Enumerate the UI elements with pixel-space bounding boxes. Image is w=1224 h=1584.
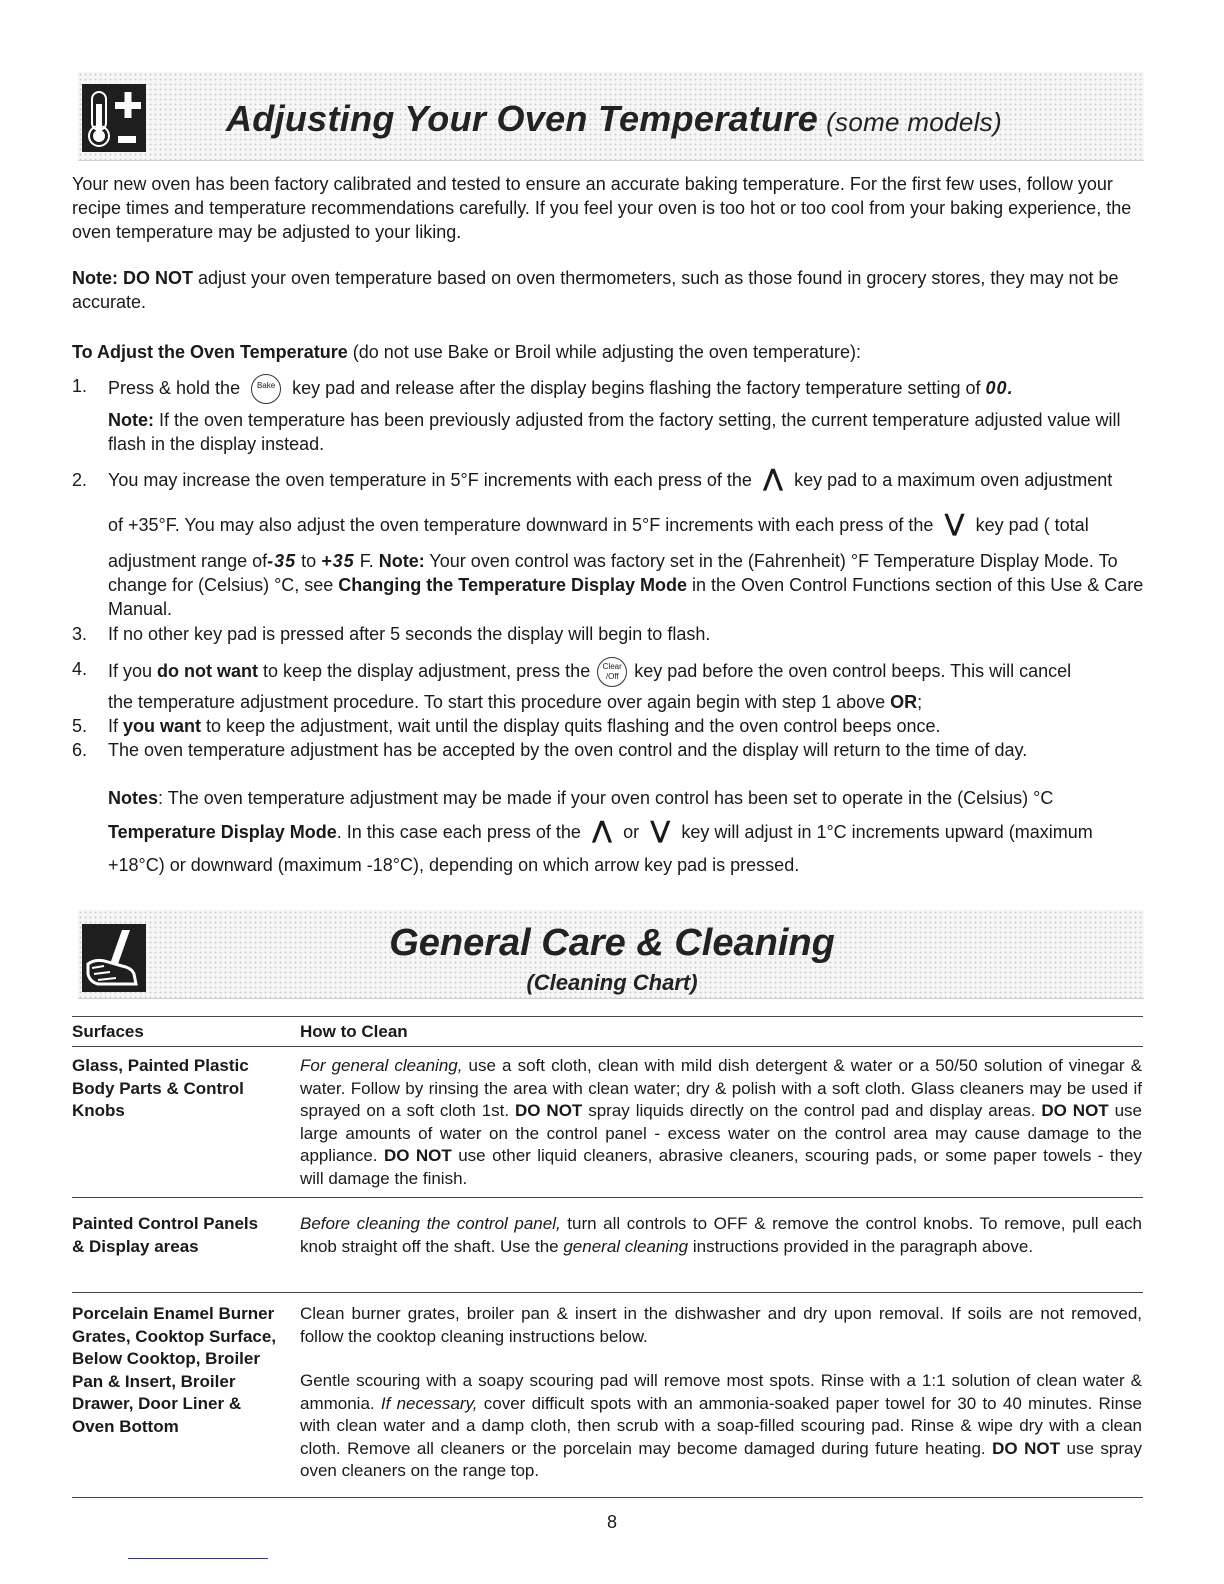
row-text: use other liquid cleaners, abrasive cleaners, scouring pads, or some paper towels - they will damage the finish. — [300, 1146, 1142, 1188]
step-text: If no other key pad is pressed after 5 seconds the display will begin to flash. — [108, 624, 711, 644]
intro-paragraph: Your new oven has been factory calibrated and tested to ensure an accurate baking temperature. For the first few uses, follow your recipe times and temperature recommendations carefully. If you feel your oven is too hot or too cool from your baking experience, the oven temperature may be adjusted to your liking. — [72, 174, 1132, 242]
notes-block-cont — [72, 817, 1144, 844]
step-number: 3. — [72, 624, 88, 644]
step-number: 2. — [72, 470, 88, 490]
notes-block — [72, 786, 1144, 810]
row-text: Clean burner grates, broiler pan & insert in the dishwasher and dry upon removal. If soils are not removed, follow the cooktop cleaning instructions below. — [300, 1304, 1142, 1346]
step-6 — [72, 738, 1144, 762]
table-rule — [72, 1046, 1143, 1047]
row-how-to-clean — [300, 1303, 1142, 1483]
notes-bold: Temperature Display Mode — [108, 822, 337, 842]
down-arrow-icon: ⋁ — [944, 510, 965, 537]
display-readout: -35 — [267, 551, 297, 571]
row-how-to-clean — [300, 1055, 1142, 1190]
up-arrow-icon: ⋀ — [762, 465, 784, 492]
row-text: spray liquids directly on the control pad and display areas. — [582, 1101, 1042, 1120]
step-2-cont-2 — [72, 549, 1144, 621]
adjust-heading-rest: (do not use Bake or Broil while adjusting the oven temperature): — [347, 342, 861, 362]
notes-label: Notes — [108, 788, 159, 808]
note-text: If the oven temperature has been previously adjusted from the factory setting, the current temperature adjusted value will flash in the display instead. — [108, 410, 1121, 454]
table-rule — [72, 1016, 1143, 1017]
step-number: 6. — [72, 740, 88, 760]
step-number: 1. — [72, 376, 88, 396]
row-text: cover difficult spots with an ammonia-soaked paper towel for 30 to 40 minutes. Rinse with clean water and a damp cloth, then scrub with a soap-filled scouring pad. Rinse & wipe dry with a clean cloth. Remove all cleaners or the porcelain may become damaged during future heating. — [300, 1393, 1142, 1458]
emphasis: Before cleaning the control panel, — [300, 1214, 561, 1233]
row-text: use a soft cloth, clean with mild dish detergent & water or a 50/50 solution of vinegar & water. Follow by rinsing the area with clean water; dry & polish with a soft cloth. Glass cleaners may be used if sprayed on a soft cloth 1st. — [300, 1056, 1142, 1120]
row-text: use spray oven cleaners on the range top. — [300, 1438, 1142, 1480]
column-header-surfaces: Surfaces — [72, 1022, 144, 1041]
row-how-to-clean — [300, 1213, 1142, 1258]
table-rule — [72, 1197, 1143, 1198]
emphasis: For general cleaning, — [300, 1056, 463, 1075]
step-text: The oven temperature adjustment has be accepted by the oven control and the display will return to the time of day. — [108, 740, 1028, 760]
step-number: 5. — [72, 716, 88, 736]
mode-reference: Changing the Temperature Display Mode — [338, 575, 688, 595]
step-text: adjustment range of — [108, 551, 268, 571]
emphasis: If necessary, — [380, 1393, 478, 1413]
notes-block-cont-2 — [72, 853, 1144, 877]
notes-text: . In this case each press of the — [336, 822, 581, 842]
emphasis: do not want — [157, 660, 259, 681]
emphasis: general cleaning — [563, 1236, 689, 1256]
down-arrow-icon: ⋁ — [650, 817, 671, 844]
row-surface: Porcelain Enamel Burner Grates, Cooktop Surface, Below Cooktop, Broiler Pan & Insert, Broiler Drawer, Door Liner & Oven Bottom — [72, 1304, 277, 1436]
step-text: If you — [108, 660, 158, 681]
notes-text: : The oven temperature adjustment may be made if your oven control has been set to operate in the (Celsius) °C — [158, 788, 1054, 808]
step-number: 4. — [72, 659, 88, 679]
step-2-cont — [72, 510, 1144, 537]
row-text: turn all controls to OFF & remove the control knobs. To remove, pull each knob straight off the shaft. Use the — [300, 1214, 1142, 1256]
warning-text: DO NOT — [992, 1438, 1061, 1458]
page-number: 8 — [606, 1512, 617, 1532]
row-surface: Painted Control Panels & Display areas — [72, 1214, 259, 1256]
step-text: the temperature adjustment procedure. To start this procedure over again begin with step 1 above — [108, 692, 891, 712]
row-surface: Glass, Painted Plastic Body Parts & Control Knobs — [72, 1056, 249, 1120]
clear-off-key-icon — [597, 657, 627, 687]
step-1 — [72, 374, 1144, 404]
key-label: Clear — [602, 662, 622, 671]
step-4 — [72, 657, 1144, 687]
adjust-heading-bold: To Adjust the Oven Temperature — [72, 342, 348, 362]
emphasis: you want — [123, 716, 202, 736]
step-text: Press & hold the — [108, 377, 241, 398]
footer-rule — [128, 1558, 268, 1559]
adjust-heading — [72, 340, 1144, 364]
note-label: Note: — [108, 410, 154, 430]
step-text: to keep the adjustment, wait until the display quits flashing and the oven control beeps once. — [201, 716, 941, 736]
section-title — [226, 98, 1002, 140]
table-rule — [72, 1292, 1143, 1293]
step-text: of +35°F. You may also adjust the oven temperature downward in 5°F increments with each press of the — [108, 515, 934, 535]
thermometer-adjust-icon — [82, 84, 146, 152]
step-1-note — [72, 408, 1144, 456]
notes-text: or — [623, 822, 640, 842]
section-title: General Care & Cleaning — [389, 922, 835, 964]
step-text: If — [108, 716, 124, 736]
note-label: Note: DO NOT — [72, 268, 193, 288]
step-text: to keep the display adjustment, press the — [258, 660, 591, 681]
note-text: adjust your oven temperature based on oven thermometers, such as those found in grocery stores, they may not be accurate. — [72, 268, 1119, 312]
display-readout: 00. — [985, 377, 1014, 398]
section-subtitle: (some models) — [826, 107, 1002, 137]
warning-text: DO NOT — [515, 1101, 583, 1120]
step-text: F. — [354, 551, 379, 571]
step-3 — [72, 622, 1144, 646]
step-text: You may increase the oven temperature in 5°F increments with each press of the — [108, 470, 752, 490]
up-arrow-icon: ⋀ — [591, 817, 613, 844]
step-text: key pad to a maximum oven adjustment — [794, 470, 1113, 490]
warning-text: DO NOT — [1041, 1101, 1109, 1120]
notes-text: key will adjust in 1°C increments upward (maximum — [681, 822, 1093, 842]
bake-key-icon: Bake — [251, 374, 281, 404]
column-header-how: How to Clean — [300, 1022, 408, 1041]
note-label: Note: — [378, 551, 425, 571]
row-text: use large amounts of water on the control panel - excess water on the control area may cause damage to the appliance. — [300, 1101, 1143, 1165]
row-text: Gentle scouring with a soapy scouring pad will remove most spots. Rinse with a 1:1 solution of clean water & ammonia. — [300, 1371, 1142, 1413]
display-readout: +35 — [321, 551, 355, 571]
note-paragraph — [72, 266, 1144, 314]
notes-text: +18°C) or downward (maximum -18°C), depending on which arrow key pad is pressed. — [108, 855, 800, 875]
step-4-cont — [72, 690, 1144, 714]
emphasis: OR — [890, 692, 918, 712]
step-text: key pad ( total — [975, 515, 1089, 535]
step-5 — [72, 714, 1144, 738]
step-text: to — [296, 551, 322, 571]
step-2 — [72, 465, 1144, 492]
step-text: Your oven control was factory set in the (Fahrenheit) °F Temperature Display Mode. To change for (Celsius) °C, see — [108, 551, 1118, 595]
step-text: key pad before the oven control beeps. This will cancel — [634, 660, 1072, 681]
step-text: key pad and release after the display begins flashing the factory temperature setting of — [292, 377, 981, 398]
section-subtitle: (Cleaning Chart) — [526, 970, 698, 995]
key-label: /Off — [605, 672, 619, 681]
step-text: ; — [917, 692, 923, 712]
row-text-block — [300, 1370, 1142, 1483]
table-rule — [72, 1497, 1143, 1498]
step-text: in the Oven Control Functions section of this Use & Care Manual. — [108, 575, 1144, 619]
warning-text: DO NOT — [383, 1146, 452, 1165]
row-text: instructions provided in the paragraph above. — [688, 1236, 1034, 1256]
section-title-text: Adjusting Your Oven Temperature — [226, 98, 819, 139]
